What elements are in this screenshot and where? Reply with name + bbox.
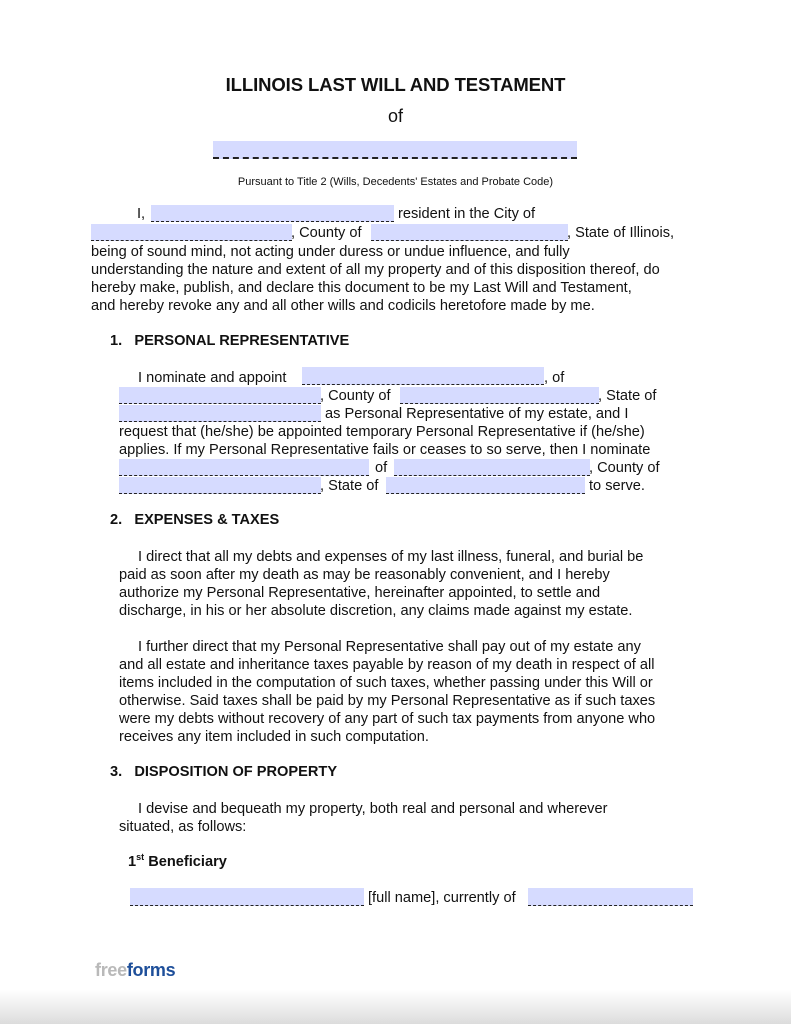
beneficiary-1-name-field[interactable] [130,888,364,906]
logo-forms-text: forms [126,960,176,980]
intro-county-label: , County of [291,225,362,241]
beneficiary-1-heading [128,854,227,870]
section-1-heading: 1. PERSONAL REPRESENTATIVE [110,333,350,349]
s1-nominate-label: I nominate and appoint [138,370,287,386]
s3-p1-line: I devise and bequeath my property, both real and personal and wherever [138,801,608,817]
s1-of-label: , of [544,370,565,386]
city-field[interactable] [91,224,292,241]
alt-pr-city-field[interactable] [394,459,590,476]
s2-p1-line: authorize my Personal Representative, hereinafter appointed, to settle and [119,585,601,601]
s2-p2-line: were my debts without recovery of any part of such tax payments from anyone who [119,711,656,727]
intro-line-3: being of sound mind, not acting under duress or undue influence, and fully [91,244,570,260]
s1-line-5: applies. If my Personal Representative fails or ceases to so serve, then I nominate [119,442,651,458]
beneficiary-number: 1 [128,854,137,870]
s1-county-label: , County of [320,388,391,404]
s1-alt-of-label: of [375,460,388,476]
intro-resident-label: resident in the City of [398,206,536,222]
pr-state-field[interactable] [119,405,321,422]
testator-name-input[interactable] [151,205,394,222]
s1-alt-county-label: , County of [589,460,660,476]
freeforms-logo [95,960,175,981]
document-title: ILLINOIS LAST WILL AND TESTAMENT [225,74,566,95]
s1-state-label: , State of [598,388,657,404]
s1-to-serve-label: to serve. [589,478,645,494]
beneficiary-label: Beneficiary [144,854,227,870]
s2-p2-line: items included in the computation of such taxes, whether passing under this Will or [119,675,653,691]
s2-p1-line: paid as soon after my death as may be reasonably convenient, and I hereby [119,567,610,583]
alt-pr-state-field[interactable] [386,477,585,494]
s1-line-3: as Personal Representative of my estate, and I [325,406,629,422]
s2-p2-line: and all estate and inheritance taxes payable by reason of my death in respect of all [119,657,655,673]
testator-name-field[interactable] [213,141,577,159]
s1-line-4: request that (he/she) be appointed temporary Personal Representative if (he/she) [119,424,645,440]
pr-city-field[interactable] [119,387,321,404]
intro-line-6: and hereby revoke any and all other wills and codicils heretofore made by me. [91,298,595,314]
section-2-heading: 2. EXPENSES & TAXES [110,512,280,528]
county-field[interactable] [371,224,568,241]
s2-p2-line: I further direct that my Personal Representative shall pay out of my estate any [138,639,641,655]
alt-pr-county-field[interactable] [119,477,321,494]
pr-county-field[interactable] [400,387,599,404]
s2-p1-line: I direct that all my debts and expenses of my last illness, funeral, and burial be [138,549,644,565]
logo-free-text: free [95,960,127,980]
document-of-label: of [387,106,403,126]
beneficiary-1-fullname-label: [full name], currently of [368,890,516,906]
beneficiary-1-address-field[interactable] [528,888,693,906]
intro-line-4: understanding the nature and extent of all my property and of this disposition thereof, do [91,262,660,278]
s2-p2-line: receives any item included in such computation. [119,729,429,745]
page-bottom-shadow [0,990,791,1024]
beneficiary-ordinal: st [136,852,145,862]
s2-p2-line: otherwise. Said taxes shall be paid by my Personal Representative as if such taxes [119,693,656,709]
pr-name-field[interactable] [302,367,544,385]
intro-line-5: hereby make, publish, and declare this document to be my Last Will and Testament, [91,280,632,296]
intro-i-label: I, [137,206,146,222]
document-subtitle: Pursuant to Title 2 (Wills, Decedents' Estates and Probate Code) [237,176,554,188]
s2-p1-line: discharge, in his or her absolute discretion, any claims made against my estate. [119,603,633,619]
s3-p1-line: situated, as follows: [119,819,247,835]
alt-pr-name-field[interactable] [119,459,369,476]
s1-alt-state-label: , State of [320,478,379,494]
section-3-heading: 3. DISPOSITION OF PROPERTY [110,764,338,780]
intro-state-label: , State of Illinois, [567,225,675,241]
